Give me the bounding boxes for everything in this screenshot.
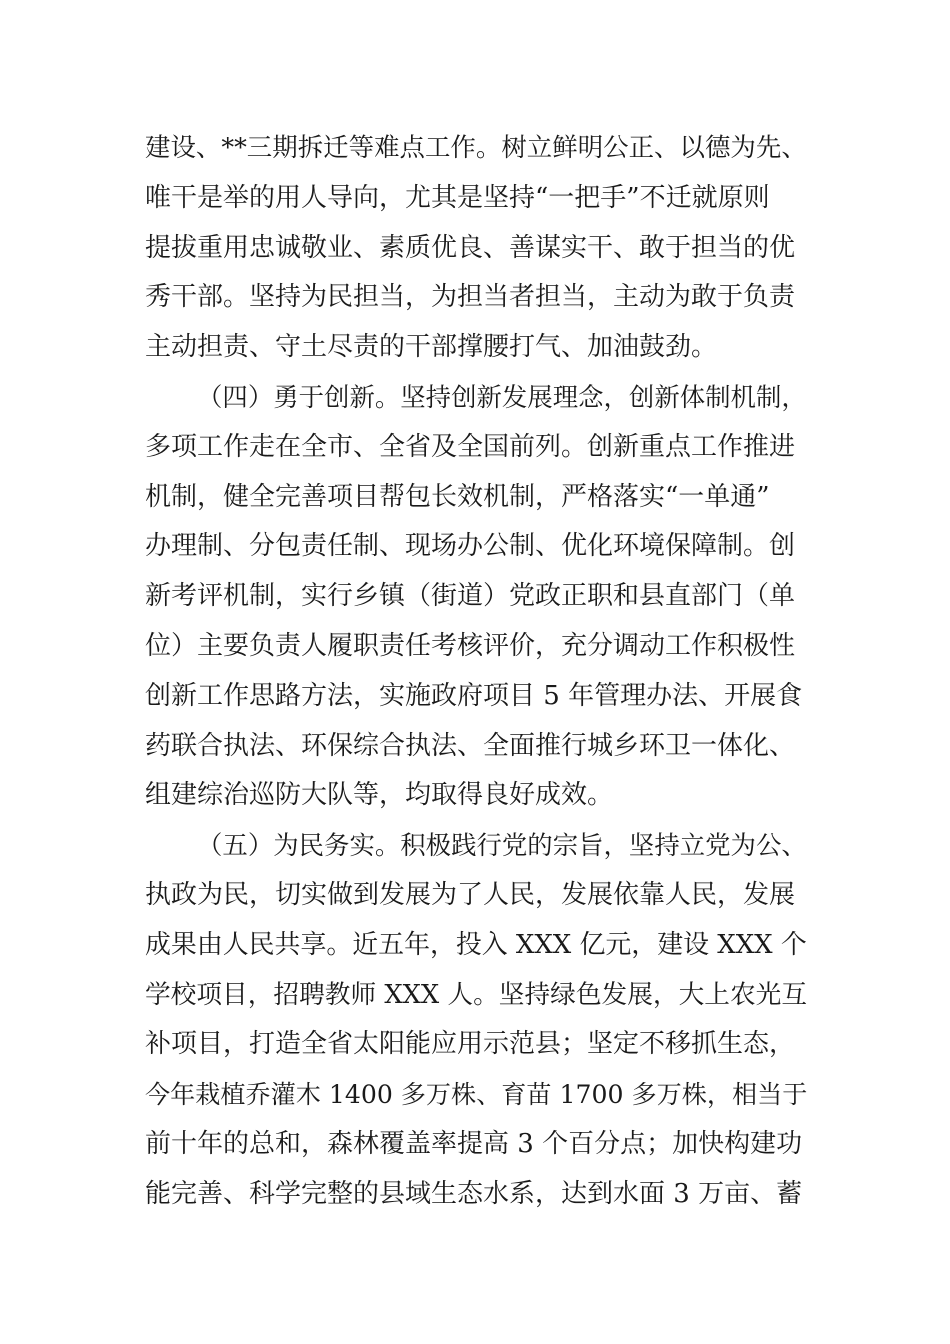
text-line: 主动担责、守土尽责的干部撑腰打气、加油鼓劲。 [145, 332, 718, 363]
text-line: 前十年的总和，森林覆盖率提高 3 个百分点；加快构建功 [145, 1128, 803, 1159]
text-line: 补项目，打造全省太阳能应用示范县；坚定不移抓生态， [145, 1029, 796, 1060]
text-line: 位）主要负责人履职责任考核评价，充分调动工作积极性 [145, 630, 796, 661]
text-line: 多项工作走在全市、全省及全国前列。创新重点工作推进 [145, 431, 796, 462]
text-line: 创新工作思路方法，实施政府项目 5 年管理办法、开展食 [145, 680, 803, 711]
text-line: 建设、**三期拆迁等难点工作。树立鲜明公正、以德为先、 [145, 133, 807, 163]
text-line: 今年栽植乔灌木 1400 多万株、育苗 1700 多万株，相当于 [145, 1080, 808, 1110]
paragraph-heading-line: （四）勇于创新。坚持创新发展理念，创新体制机制， [197, 381, 807, 412]
text-line: 能完善、科学完整的县域生态水系，达到水面 3 万亩、蓄 [145, 1178, 803, 1209]
text-line: 机制，健全完善项目帮包长效机制，严格落实“一单通” [145, 481, 770, 512]
document-body [145, 124, 807, 1220]
paragraph-heading-line: （五）为民务实。积极践行党的宗旨，坚持立党为公、 [197, 830, 807, 861]
text-line: 办理制、分包责任制、现场办公制、优化环境保障制。创 [145, 531, 796, 562]
text-line: 执政为民，切实做到发展为了人民，发展依靠人民，发展 [145, 879, 796, 910]
text-line: 提拔重用忠诚敬业、素质优良、善谋实干、敢于担当的优 [145, 232, 796, 263]
text-line: 唯干是举的用人导向，尤其是坚持“一把手”不迁就原则 [145, 182, 770, 213]
text-line: 组建综治巡防大队等，均取得良好成效。 [145, 780, 614, 811]
text-line: 学校项目，招聘教师 XXX 人。坚持绿色发展，大上农光互 [145, 979, 808, 1010]
text-line: 秀干部。坚持为民担当，为担当者担当，主动为敢于负责 [145, 282, 796, 313]
text-line: 药联合执法、环保综合执法、全面推行城乡环卫一体化、 [145, 730, 796, 761]
text-line: 新考评机制，实行乡镇（街道）党政正职和县直部门（单 [145, 581, 796, 612]
text-line: 成果由人民共享。近五年，投入 XXX 亿元，建设 XXX 个 [145, 929, 807, 960]
